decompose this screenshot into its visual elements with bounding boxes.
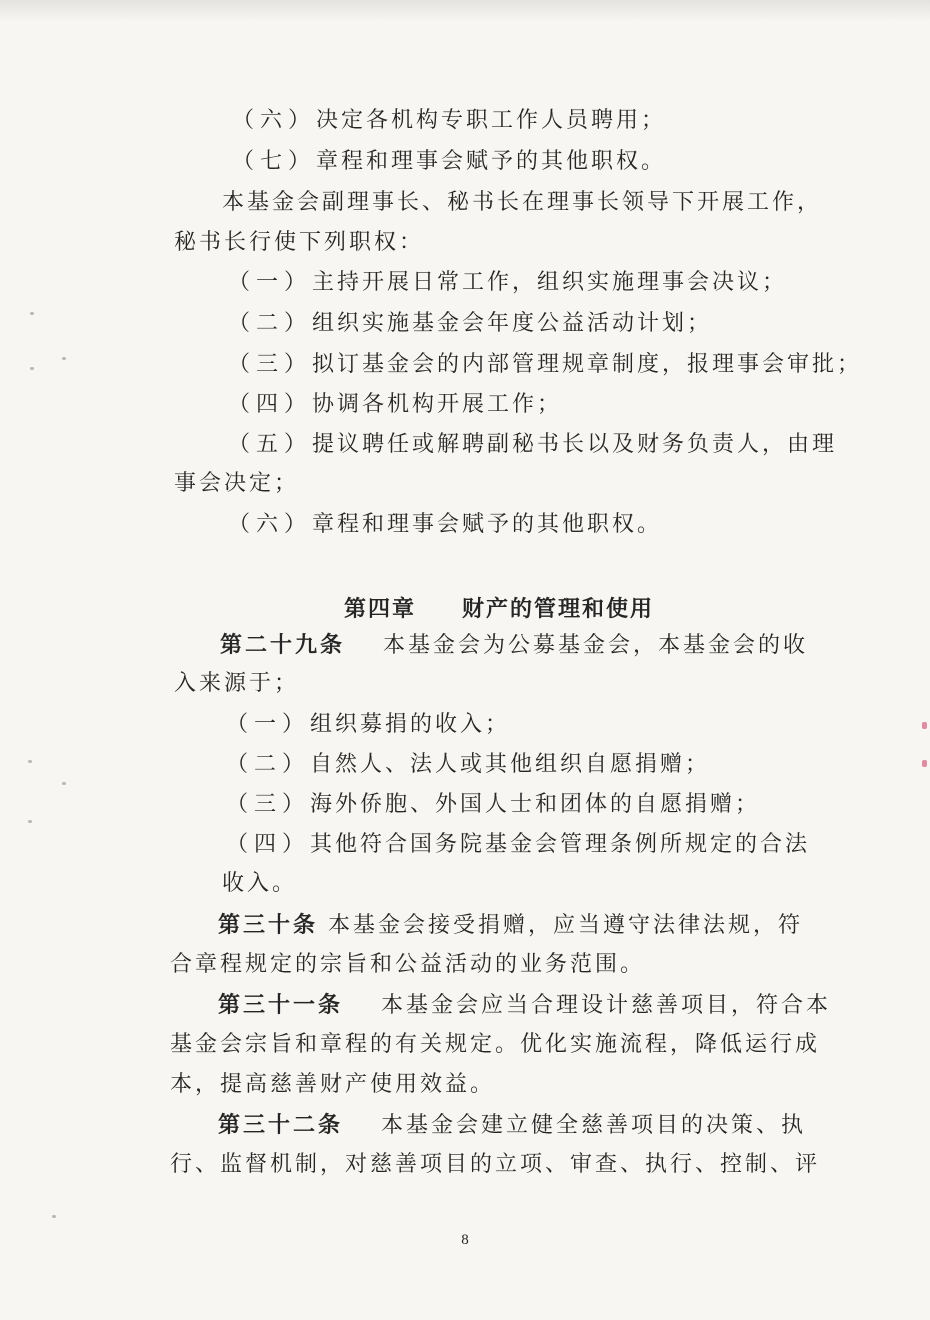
item-text: 章程和理事会赋予的其他职权。: [312, 512, 663, 537]
paragraph-line: 本基金会副理事长、秘书长在理事长领导下开展工作，: [222, 190, 823, 215]
scan-speck: [52, 1215, 56, 1218]
paragraph-line: 收入。: [222, 871, 298, 896]
item-number: （二）: [226, 752, 311, 777]
item-text: 自然人、法人或其他组织自愿捐赠；: [310, 752, 711, 777]
article-text: 本基金会接受捐赠，应当遵守法律法规，符: [328, 913, 804, 938]
chapter-label: 第四章: [344, 596, 417, 622]
scan-speck: [62, 357, 66, 360]
item-number: （一）: [228, 270, 313, 295]
paragraph-line: 基金会宗旨和章程的有关规定。优化实施流程，降低运行成: [170, 1032, 821, 1057]
article-text: 本基金会应当合理设计慈善项目，符合本: [381, 993, 832, 1018]
item-text: 协调各机构开展工作；: [312, 392, 563, 417]
article-text: 本基金会为公募基金会，本基金会的收: [383, 633, 809, 658]
scan-speck: [62, 782, 66, 785]
article-line: [220, 630, 808, 661]
article-line: [218, 990, 831, 1021]
scan-speck: [30, 312, 34, 315]
item-text: 决定各机构专职工作人员聘用；: [316, 108, 667, 133]
item-number: （六）: [232, 108, 317, 133]
paragraph-line: 合章程规定的宗旨和公益活动的业务范围。: [170, 952, 646, 977]
article-title: 第三十二条: [218, 1112, 344, 1138]
paragraph-line: 事会决定；: [174, 471, 300, 496]
list-item: [228, 268, 787, 298]
list-item: [228, 309, 712, 339]
scan-mark: [922, 760, 927, 767]
list-item: [226, 830, 810, 860]
list-item: [226, 710, 510, 740]
list-item: [232, 147, 666, 177]
scan-mark: [922, 722, 927, 729]
chapter-title: 财产的管理和使用: [462, 596, 655, 622]
item-text: 拟订基金会的内部管理规章制度，报理事会审批；: [312, 352, 863, 377]
article-title: 第三十条: [218, 912, 319, 938]
item-number: （三）: [228, 352, 313, 377]
article-text: 本基金会建立健全慈善项目的决策、执: [381, 1113, 807, 1138]
item-text: 主持开展日常工作，组织实施理事会决议；: [312, 270, 788, 295]
paragraph-line: 入来源于；: [174, 671, 300, 696]
chapter-heading: [344, 592, 654, 623]
item-text: 提议聘任或解聘副秘书长以及财务负责人，由理: [312, 432, 838, 457]
item-number: （二）: [228, 311, 313, 336]
item-number: （六）: [228, 512, 313, 537]
article-line: [218, 910, 803, 941]
article-title: 第三十一条: [218, 992, 344, 1018]
article-line: [218, 1110, 806, 1141]
paragraph-line: 行、监督机制，对慈善项目的立项、审查、执行、控制、评: [170, 1152, 821, 1177]
item-number: （七）: [232, 149, 317, 174]
scan-speck: [30, 367, 34, 370]
item-text: 组织募捐的收入；: [310, 712, 511, 737]
item-number: （五）: [228, 432, 313, 457]
list-item: [228, 390, 562, 420]
item-number: （四）: [228, 392, 313, 417]
list-item: [226, 750, 710, 780]
scan-edge: [0, 0, 930, 22]
list-item: [228, 430, 837, 460]
paragraph-line: 秘书长行使下列职权：: [174, 230, 425, 255]
page-number: 8: [461, 1232, 469, 1248]
scan-speck: [28, 760, 32, 763]
paragraph-line: 本，提高慈善财产使用效益。: [170, 1072, 496, 1097]
item-text: 章程和理事会赋予的其他职权。: [316, 149, 667, 174]
item-text: 其他符合国务院基金会管理条例所规定的合法: [310, 832, 811, 857]
article-title: 第二十九条: [220, 632, 346, 658]
list-item: [232, 106, 666, 136]
item-number: （一）: [226, 712, 311, 737]
item-text: 组织实施基金会年度公益活动计划；: [312, 311, 713, 336]
list-item: [228, 350, 862, 380]
item-number: （四）: [226, 832, 311, 857]
item-number: （三）: [226, 792, 311, 817]
list-item: [226, 790, 760, 820]
list-item: [228, 510, 662, 540]
scan-speck: [28, 820, 32, 823]
item-text: 海外侨胞、外国人士和团体的自愿捐赠；: [310, 792, 761, 817]
